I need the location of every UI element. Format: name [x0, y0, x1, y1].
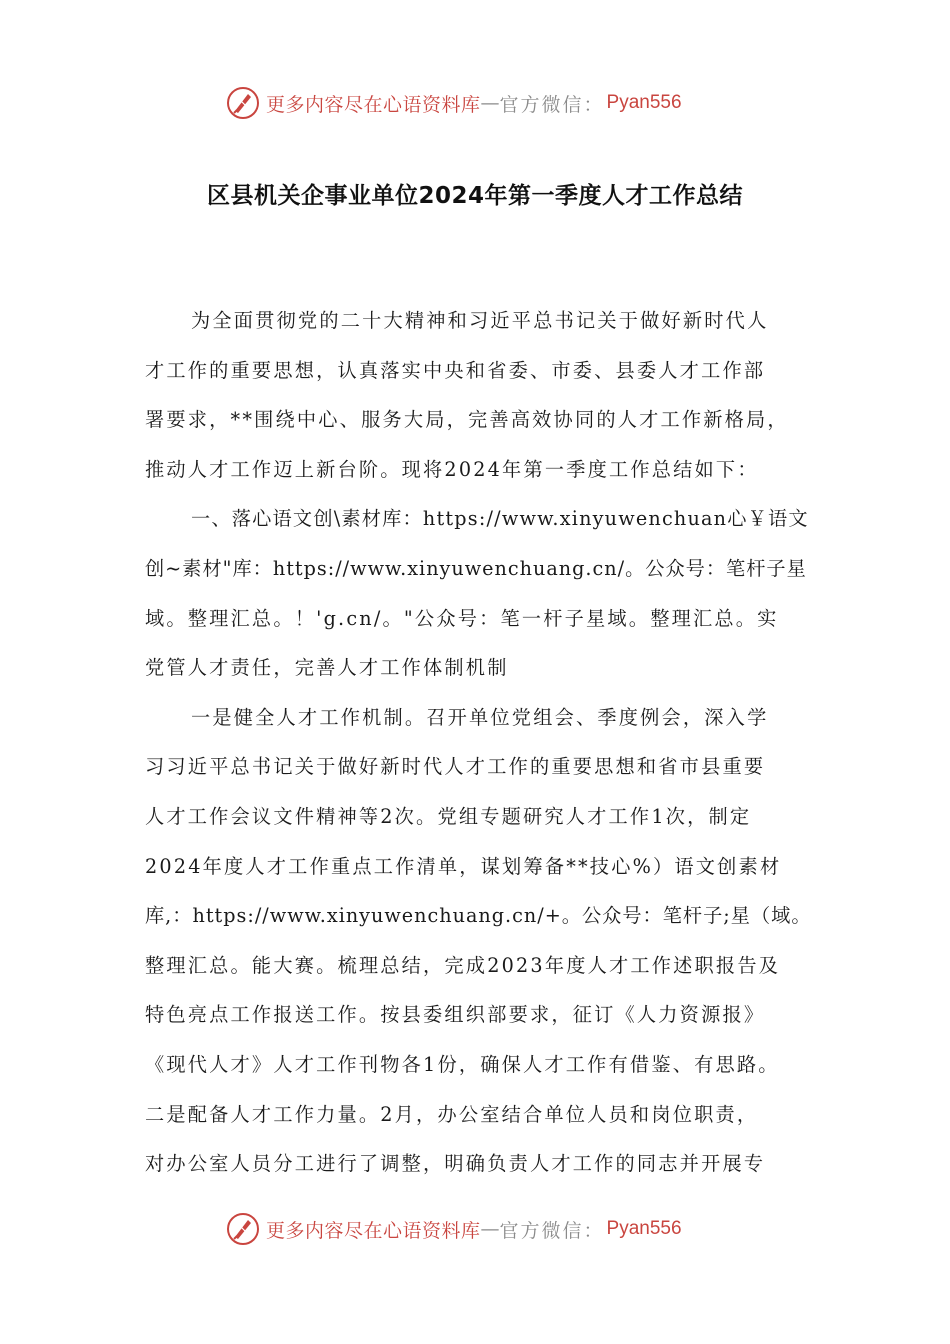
watermark-wechat-id: Pyan556 [606, 1218, 682, 1239]
quill-pen-logo-icon [226, 1212, 260, 1246]
body-line: 为全面贯彻党的二十大精神和习近平总书记关于做好新时代人 [191, 309, 769, 332]
body-line: 一、落心语文创\素材库：https://www.xinyuwenchuan心￥语文 [191, 507, 809, 531]
body-line: 库,：https://www.xinyuwenchuang.cn/+。公众号：笔杆子;星（域。 [145, 904, 812, 928]
watermark-official-label: 官方微信： [499, 1219, 605, 1242]
body-line: 2024年度人才工作重点工作清单，谋划筹备**技心%）语文创素材 [145, 854, 782, 878]
footer-watermark [226, 1209, 746, 1249]
watermark-brand: 更多内容尽在心语资料库 [266, 1219, 481, 1242]
watermark-wechat-id: Pyan556 [606, 92, 682, 113]
body-line: 才工作的重要思想，认真落实中央和省委、市委、县委人才工作部 [145, 358, 766, 382]
watermark-separator: — [480, 92, 500, 114]
body-line: 对办公室人员分工进行了调整，明确负责人才工作的同志并开展专 [145, 1152, 766, 1176]
watermark-brand: 更多内容尽在心语资料库 [266, 93, 481, 116]
quill-pen-logo-icon [226, 86, 260, 120]
body-line: 二是配备人才工作力量。2月，办公室结合单位人员和岗位职责， [145, 1102, 759, 1126]
body-line: 《现代人才》人才工作刊物各1份，确保人才工作有借鉴、有思路。 [145, 1052, 780, 1076]
body-line: 习习近平总书记关于做好新时代人才工作的重要思想和省市县重要 [145, 755, 766, 779]
body-line: 创~素材"库：https://www.xinyuwenchuang.cn/。公众号：笔杆子星 [145, 556, 807, 580]
body-line: 整理汇总。能大赛。梳理总结，完成2023年度人才工作述职报告及 [145, 953, 781, 977]
header-watermark [226, 83, 746, 123]
body-line: 推动人才工作迈上新台阶。现将2024年第一季度工作总结如下： [145, 457, 759, 481]
body-line: 一是健全人才工作机制。召开单位党组会、季度例会，深入学 [191, 705, 769, 729]
body-line: 特色亮点工作报送工作。按县委组织部要求，征订《人力资源报》 [145, 1003, 766, 1027]
watermark-official-label: 官方微信： [499, 93, 605, 116]
body-line: 署要求，**围绕中心、服务大局，完善高效协同的人才工作新格局， [145, 408, 789, 432]
watermark-separator: — [480, 1218, 500, 1240]
body-line: 党管人才责任，完善人才工作体制机制 [145, 656, 509, 680]
body-line: 域。整理汇总。！'g.cn/。"公众号：笔一杆子星域。整理汇总。实 [145, 606, 779, 630]
body-line: 人才工作会议文件精神等2次。党组专题研究人才工作1次，制定 [145, 804, 752, 828]
document-title: 区县机关企事业单位2024年第一季度人才工作总结 [206, 183, 743, 209]
document-body [145, 296, 813, 1189]
